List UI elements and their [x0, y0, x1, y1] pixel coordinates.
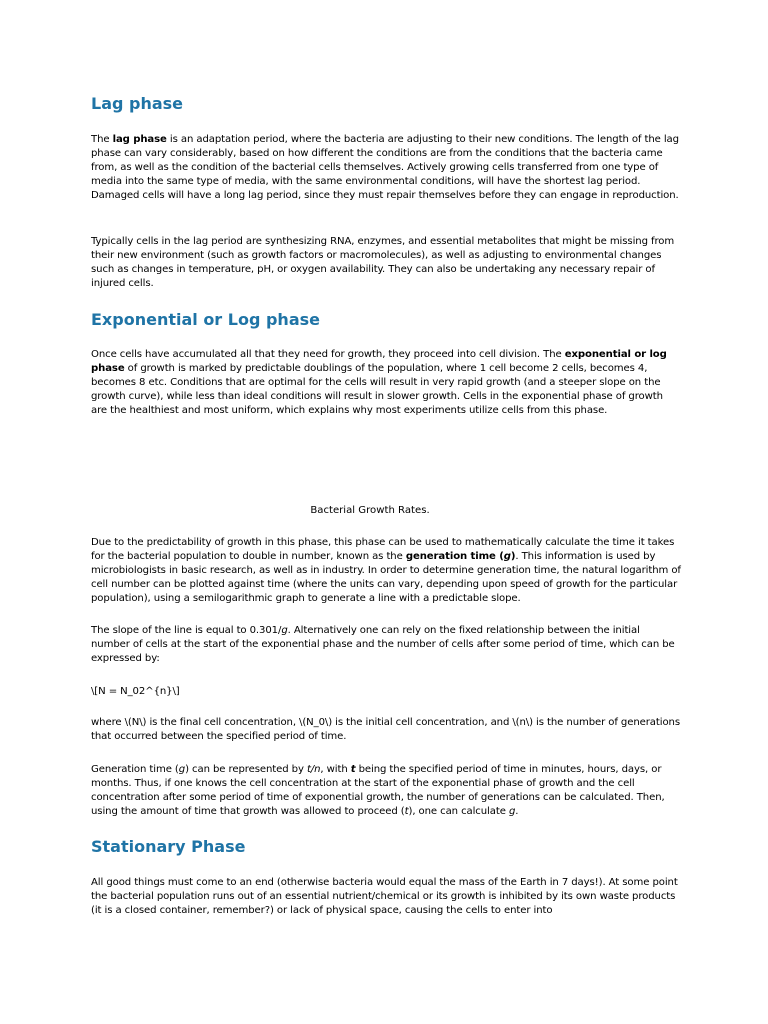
var-t-1: t [350, 764, 356, 775]
lag-p1-body: is an adaptation period, where the bacteria are adjusting to their new conditions. The length of the lag phase can vary considerably, based on how different the conditions are from the conditions that the bacteria came from, as well as the condition of the bacterial cells themselves. Actively growing cells transferred from one type of media into the same type of media, with the same environmental conditions, will have the shortest lag period. Damaged cells will have a long lag period, since they must repair themselves before they can engage in reproduction. [91, 134, 679, 201]
exp-p3-b: . Alternatively one can rely on the fixed relationship between the initial number of cells at the start of the exponential phase and the number of cells after some period of time, which can be expressed by: [91, 625, 675, 664]
exp-p5-e: ), one can calculate [408, 806, 509, 817]
lag-phase-term: lag phase [112, 134, 167, 145]
exp-p5-b: ) can be represented by [185, 764, 307, 775]
slope-g-var: g [281, 625, 288, 636]
slope-paragraph [91, 624, 681, 666]
lag-paragraph-2: Typically cells in the lag period are synthesizing RNA, enzymes, and essential metabolites that might be missing from their new environment (such as growth factors or macromolecules), as well as adjusting to environmental changes such as changes in temperature, pH, or oxygen availability. They can also be undertaking any necessary repair of injured cells. [91, 236, 675, 289]
growth-formula: \[N = N_02^{n}\] [91, 686, 180, 697]
var-g-1: g [178, 764, 186, 775]
var-g-2: g [508, 806, 516, 817]
stationary-paragraph-1: All good things must come to an end (otherwise bacteria would equal the mass of the Earth in 7 days!). At some point the bacterial population runs out of an essential nutrient/chemical or its growth is inhibited by its own waste products (it is a closed container, remember?) or lack of physical space, causing the cells to enter into [91, 877, 678, 916]
exp-p2-a: Due to the predictability of growth in this phase, this phase can be used to mathematically calculate the time it takes for the bacterial population to double in number, known as the [91, 537, 675, 562]
exponential-phase-heading: Exponential or Log phase [91, 310, 320, 329]
generation-time-term [406, 551, 516, 562]
exp-p5-d: being the specified period of time in minutes, hours, days, or months. Thus, if one knows the cell concentration at the start of the exponential phase of growth and the cell concentration after some period of time of exponential growth, the number of generations can be calculated. Then, using the amount of time that growth was allowed to proceed ( [91, 764, 665, 817]
exp-p5-a: Generation time ( [91, 764, 179, 775]
formula-explanation-paragraph: where \(N\) is the final cell concentration, \(N_0\) is the initial cell concentration, and \(n\) is the number of generations that occurred between the specified period of time. [91, 717, 680, 742]
generation-time-formula-paragraph [91, 763, 681, 819]
figure-caption: Bacterial Growth Rates. [310, 505, 430, 516]
exp-p1-intro: Once cells have accumulated all that they need for growth, they proceed into cell division. The [91, 349, 565, 360]
generation-time-label: generation time ( [405, 551, 504, 562]
generation-time-close: ) [510, 551, 516, 562]
exp-p5-c: , with [320, 764, 351, 775]
lag-phase-heading: Lag phase [91, 94, 184, 113]
stationary-phase-heading: Stationary Phase [91, 837, 246, 856]
generation-time-var: g [503, 551, 511, 562]
exp-p1-body: of growth is marked by predictable doublings of the population, where 1 cell become 2 cells, becomes 4, becomes 8 etc. Conditions that are optimal for the cells will result in very rapid growth (and a steeper slope on the growth curve), while less than ideal conditions will result in slower growth. Cells in the exponential phase of growth are the healthiest and most uniform, which explains why most experiments utilize cells from this phase. [91, 363, 663, 416]
var-t-2: t [404, 806, 409, 817]
exp-p3-a: The slope of the line is equal to 0.301/ [91, 625, 282, 636]
exponential-phase-term: exponential or log phase [91, 349, 667, 374]
exp-p2-b: . This information is used by microbiologists in basic research, as well as in industry. In order to determine generation time, the natural logarithm of cell number can be plotted against time (where the units can vary, depending upon speed of growth for the particular population), using a semilogarithmic graph to generate a line with a predictable slope. [91, 551, 681, 604]
exp-p5-f: . [515, 806, 519, 817]
var-t-over-n: t/n [306, 764, 321, 775]
lag-p1-intro: The [91, 134, 113, 145]
exponential-paragraph-1 [91, 348, 681, 418]
lag-paragraph-1 [91, 133, 681, 203]
generation-time-paragraph [91, 536, 681, 606]
